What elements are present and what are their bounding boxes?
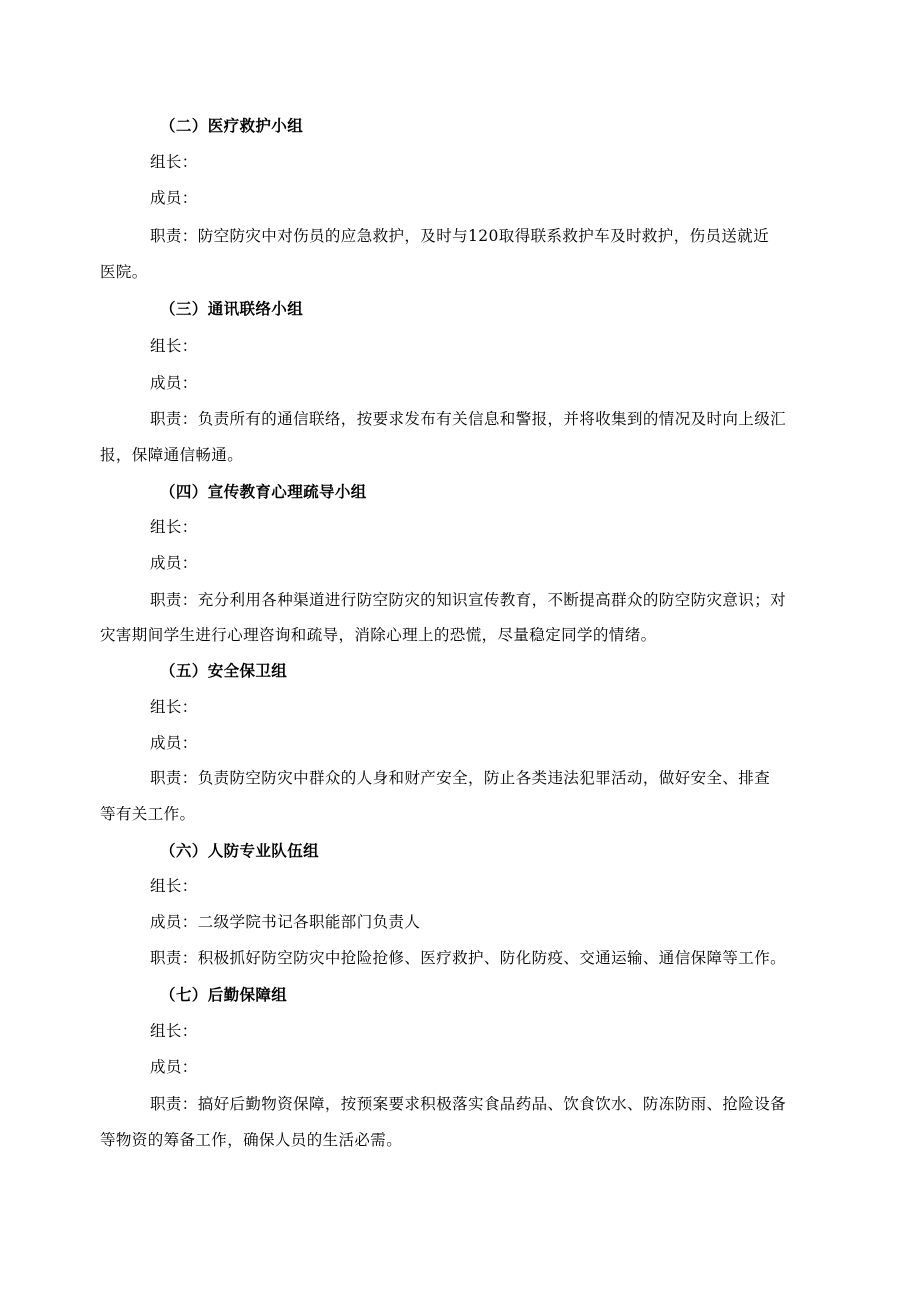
duty-text: 充分利用各种渠道进行防空防灾的知识宣传教育，不断提高群众的防空防灾意识；对 (197, 591, 787, 609)
duty-line-logistics (150, 1094, 786, 1114)
section-heading-communication: （三）通讯联络小组 (160, 300, 304, 318)
members-label: 成员： (150, 554, 198, 572)
members-label: 成员： (150, 189, 198, 207)
duty-label: 职责： (150, 591, 198, 609)
members-label: 成员： (150, 374, 198, 392)
members-line-logistics (150, 1057, 198, 1077)
duty-line-publicity (150, 590, 786, 610)
duty-label: 职责： (150, 1095, 198, 1113)
duty-text: 搞好后勤物资保障，按预案要求积极落实食品药品、饮食饮水、防冻防雨、抢险设备 (197, 1095, 787, 1113)
leader-line-civil-defense (150, 876, 198, 896)
duty-text: 负责所有的通信联络，按要求发布有关信息和警报，并将收集到的情况及时向上级汇 (197, 410, 787, 428)
members-line-publicity (150, 553, 198, 573)
duty-line-medical (150, 226, 769, 246)
members-line-communication (150, 373, 198, 393)
section-heading-security: （五）安全保卫组 (160, 662, 288, 680)
section-heading-civil-defense: （六）人防专业队伍组 (160, 842, 320, 860)
duty-line-civil-defense (150, 948, 786, 968)
leader-line-communication (150, 336, 198, 356)
leader-line-medical (150, 152, 198, 172)
leader-label: 组长： (150, 698, 198, 716)
section-heading-publicity: （四）宣传教育心理疏导小组 (160, 483, 367, 501)
leader-line-publicity (150, 517, 198, 537)
leader-line-security (150, 697, 198, 717)
members-label: 成员： (150, 913, 198, 931)
leader-label: 组长： (150, 337, 198, 355)
duty-label: 职责： (150, 227, 198, 245)
duty-label: 职责： (150, 769, 198, 787)
leader-label: 组长： (150, 518, 198, 536)
duty-continuation-medical: 医院。 (100, 263, 148, 281)
duty-label: 职责： (150, 949, 198, 967)
members-line-civil-defense (150, 912, 420, 932)
members-label: 成员： (150, 734, 198, 752)
duty-line-communication (150, 409, 786, 429)
duty-line-security (150, 768, 770, 788)
members-value: 二级学院书记各职能部门负责人 (197, 913, 421, 931)
duty-label: 职责： (150, 410, 198, 428)
duty-continuation-security: 等有关工作。 (100, 805, 196, 823)
duty-continuation-communication: 报，保障通信畅通。 (100, 446, 244, 464)
duty-text: 积极抓好防空防灾中抢险抢修、医疗救护、防化防疫、交通运输、通信保障等工作。 (197, 949, 787, 967)
members-line-security (150, 733, 198, 753)
duty-text: 防空防灾中对伤员的应急救护，及时与120取得联系救护车及时救护，伤员送就近 (197, 227, 770, 245)
section-heading-logistics: （七）后勤保障组 (160, 986, 288, 1004)
leader-line-logistics (150, 1021, 198, 1041)
duty-continuation-logistics: 等物资的筹备工作，确保人员的生活必需。 (100, 1131, 403, 1149)
duty-text: 负责防空防灾中群众的人身和财产安全，防止各类违法犯罪活动，做好安全、排查 (197, 769, 771, 787)
members-label: 成员： (150, 1058, 198, 1076)
leader-label: 组长： (150, 153, 198, 171)
duty-continuation-publicity: 灾害期间学生进行心理咨询和疏导，消除心理上的恐慌，尽量稳定同学的情绪。 (100, 626, 657, 644)
members-line-medical (150, 188, 198, 208)
section-heading-medical: （二）医疗救护小组 (160, 117, 304, 135)
leader-label: 组长： (150, 1022, 198, 1040)
leader-label: 组长： (150, 877, 198, 895)
